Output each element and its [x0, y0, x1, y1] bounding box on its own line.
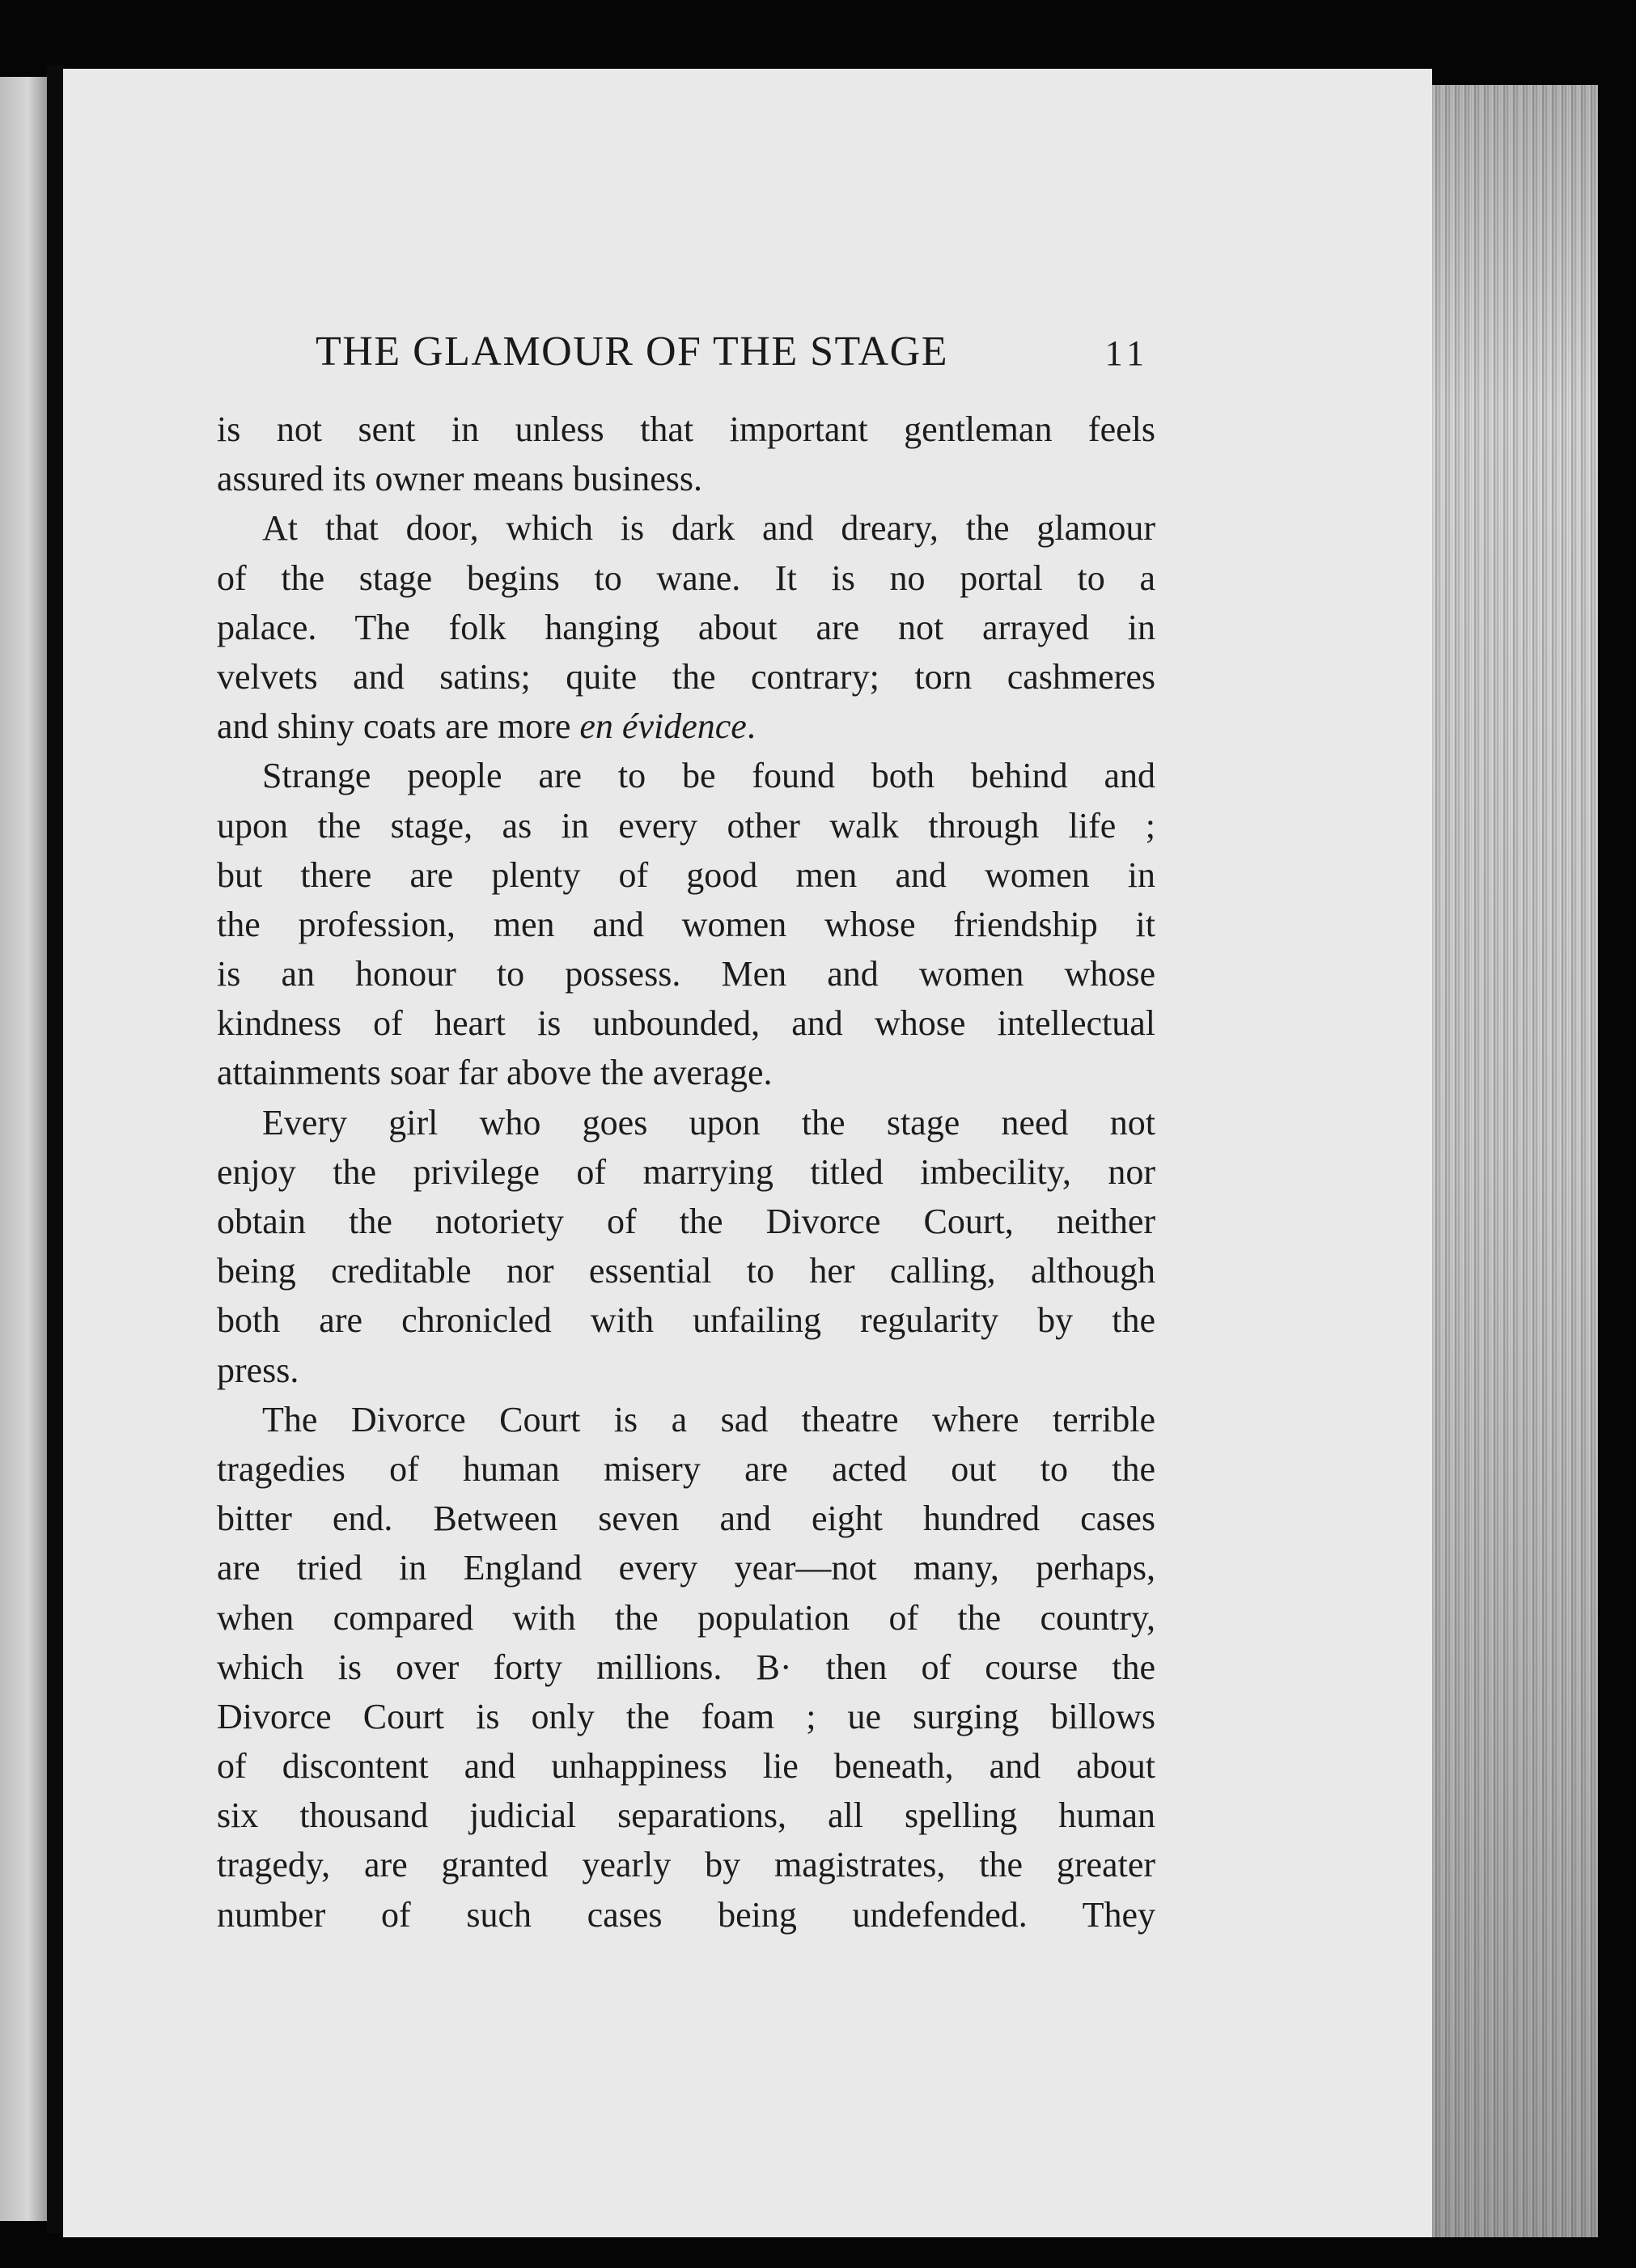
text-line: are tried in England every year—not many, perhaps, [217, 1548, 1155, 1588]
running-title: THE GLAMOUR OF THE STAGE [316, 329, 948, 375]
text-line: Every girl who goes upon the stage need not [262, 1102, 1155, 1142]
text-line: Strange people are to be found both behind and [262, 756, 1155, 796]
text-line: palace. The folk hanging about are not arrayed in [217, 607, 1155, 647]
text-line: tragedy, are granted yearly by magistrates, the greater [217, 1845, 1155, 1885]
text-line: obtain the notoriety of the Divorce Court, neither [217, 1202, 1155, 1241]
text-line: is an honour to possess. Men and women whose [217, 954, 1155, 994]
text-line: velvets and satins; quite the contrary; torn cashmeres [217, 656, 1155, 697]
text-line: when compared with the population of the country, [217, 1597, 1155, 1638]
text-line: enjoy the privilege of marrying titled imbecility, nor [217, 1151, 1155, 1192]
previous-page-edge [0, 77, 47, 2221]
text-line: is not sent in unless that important gentleman feels [217, 409, 1155, 449]
text-line: press. [217, 1350, 299, 1390]
text-line: assured its owner means business. [217, 459, 703, 499]
text-line: and shiny coats are more en évidence. [217, 706, 756, 747]
page-edges-shadow [1432, 85, 1598, 2237]
body-text [217, 405, 1155, 1939]
text-line: which is over forty millions. B· then of course the [217, 1647, 1155, 1687]
text-line: The Divorce Court is a sad theatre where terrible [262, 1399, 1155, 1439]
text-line: the profession, men and women whose friendship it [217, 904, 1155, 944]
text-line: At that door, which is dark and dreary, the glamour [262, 508, 1155, 549]
text-line: upon the stage, as in every other walk through life ; [217, 805, 1155, 846]
page-number: 11 [1104, 333, 1149, 373]
text-line: bitter end. Between seven and eight hundred cases [217, 1499, 1155, 1539]
text-line: six thousand judicial separations, all spelling human [217, 1795, 1155, 1836]
text-line: tragedies of human misery are acted out to the [217, 1448, 1155, 1489]
book-gutter [47, 65, 65, 2233]
text-line: kindness of heart is unbounded, and whose intellectual [217, 1003, 1155, 1044]
text-line: number of such cases being undefended. They [217, 1894, 1155, 1935]
text-line: both are chronicled with unfailing regularity by the [217, 1300, 1155, 1341]
text-line: of discontent and unhappiness lie beneath, and about [217, 1746, 1155, 1787]
running-head [316, 328, 1149, 375]
text-line: being creditable nor essential to her calling, although [217, 1251, 1155, 1291]
text-line: but there are plenty of good men and women in [217, 854, 1155, 895]
text-line: attainments soar far above the average. [217, 1053, 773, 1093]
text-line: of the stage begins to wane. It is no portal to a [217, 557, 1155, 598]
text-line: Divorce Court is only the foam ; ue surging billows [217, 1696, 1155, 1736]
